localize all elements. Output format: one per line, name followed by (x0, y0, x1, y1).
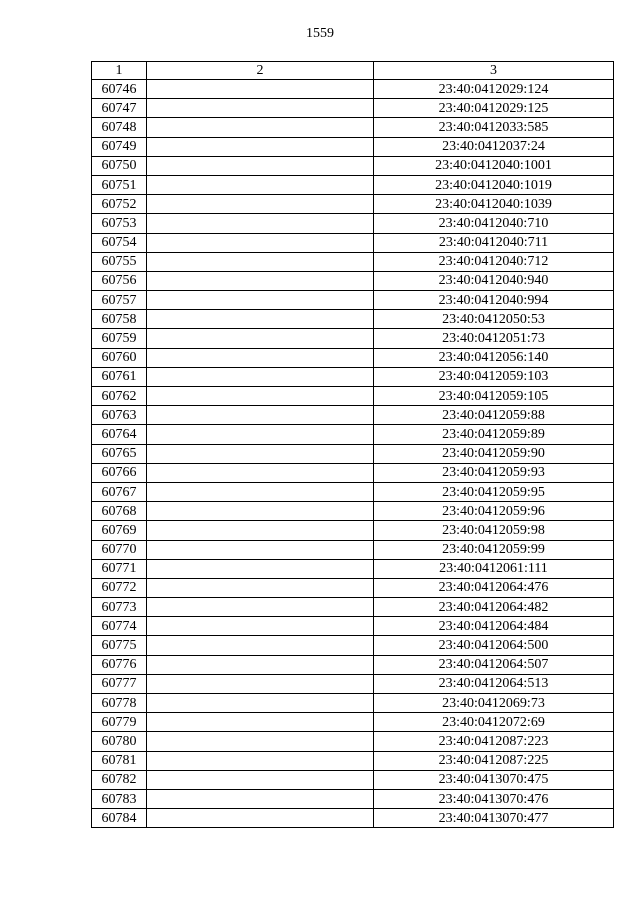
cadastral-number-cell: 23:40:0413070:476 (374, 789, 614, 808)
row-number-cell: 60784 (92, 809, 147, 828)
description-cell (147, 521, 374, 540)
row-number-cell: 60750 (92, 156, 147, 175)
description-cell (147, 482, 374, 501)
page-number: 1559 (306, 26, 334, 41)
description-cell (147, 463, 374, 482)
row-number-cell: 60772 (92, 578, 147, 597)
cadastral-number-cell: 23:40:0412040:1019 (374, 175, 614, 194)
description-cell (147, 578, 374, 597)
cadastral-number-cell: 23:40:0412059:103 (374, 367, 614, 386)
row-number-cell: 60757 (92, 291, 147, 310)
cadastral-number-cell: 23:40:0412059:98 (374, 521, 614, 540)
row-number-cell: 60775 (92, 636, 147, 655)
cadastral-number-cell: 23:40:0412040:940 (374, 271, 614, 290)
row-number-cell: 60751 (92, 175, 147, 194)
cadastral-number-cell: 23:40:0412072:69 (374, 713, 614, 732)
column-header-2: 2 (147, 62, 374, 80)
column-header-1: 1 (92, 62, 147, 80)
row-number-cell: 60781 (92, 751, 147, 770)
description-cell (147, 732, 374, 751)
table-row (92, 694, 614, 713)
cadastral-number-cell: 23:40:0412064:500 (374, 636, 614, 655)
table-row (92, 406, 614, 425)
cadastral-number-cell: 23:40:0412029:125 (374, 99, 614, 118)
table-row (92, 137, 614, 156)
row-number-cell: 60776 (92, 655, 147, 674)
table-row (92, 751, 614, 770)
description-cell (147, 175, 374, 194)
description-cell (147, 329, 374, 348)
table-row (92, 214, 614, 233)
row-number-cell: 60747 (92, 99, 147, 118)
description-cell (147, 559, 374, 578)
description-cell (147, 674, 374, 693)
column-header-3: 3 (374, 62, 614, 80)
table-row (92, 348, 614, 367)
table-row (92, 732, 614, 751)
cadastral-number-cell: 23:40:0412059:89 (374, 425, 614, 444)
description-cell (147, 252, 374, 271)
description-cell (147, 809, 374, 828)
table-row (92, 310, 614, 329)
table-row (92, 291, 614, 310)
cadastral-number-cell: 23:40:0412059:88 (374, 406, 614, 425)
row-number-cell: 60752 (92, 195, 147, 214)
table-row (92, 367, 614, 386)
table-row (92, 156, 614, 175)
row-number-cell: 60783 (92, 789, 147, 808)
description-cell (147, 214, 374, 233)
cadastral-number-cell: 23:40:0412040:1001 (374, 156, 614, 175)
description-cell (147, 291, 374, 310)
row-number-cell: 60768 (92, 502, 147, 521)
cadastral-number-cell: 23:40:0412033:585 (374, 118, 614, 137)
row-number-cell: 60749 (92, 137, 147, 156)
cadastral-number-cell: 23:40:0412064:476 (374, 578, 614, 597)
description-cell (147, 367, 374, 386)
table-row (92, 809, 614, 828)
table-row (92, 271, 614, 290)
cadastral-number-cell: 23:40:0412061:111 (374, 559, 614, 578)
cadastral-number-cell: 23:40:0412059:95 (374, 482, 614, 501)
row-number-cell: 60754 (92, 233, 147, 252)
row-number-cell: 60755 (92, 252, 147, 271)
row-number-cell: 60770 (92, 540, 147, 559)
table-row (92, 482, 614, 501)
description-cell (147, 751, 374, 770)
table-row (92, 713, 614, 732)
cadastral-number-cell: 23:40:0412040:1039 (374, 195, 614, 214)
description-cell (147, 540, 374, 559)
cadastral-number-cell: 23:40:0412087:225 (374, 751, 614, 770)
table-row (92, 655, 614, 674)
description-cell (147, 310, 374, 329)
table-row (92, 80, 614, 99)
description-cell (147, 348, 374, 367)
table-row (92, 444, 614, 463)
description-cell (147, 425, 374, 444)
table-row (92, 175, 614, 194)
row-number-cell: 60779 (92, 713, 147, 732)
cadastral-number-cell: 23:40:0412064:513 (374, 674, 614, 693)
registry-table (91, 61, 614, 828)
table-row (92, 674, 614, 693)
cadastral-number-cell: 23:40:0412059:93 (374, 463, 614, 482)
description-cell (147, 406, 374, 425)
cadastral-number-cell: 23:40:0412040:712 (374, 252, 614, 271)
table-row (92, 425, 614, 444)
row-number-cell: 60773 (92, 598, 147, 617)
table-row (92, 540, 614, 559)
table-row (92, 789, 614, 808)
cadastral-number-cell: 23:40:0412064:482 (374, 598, 614, 617)
description-cell (147, 233, 374, 252)
table-row (92, 118, 614, 137)
row-number-cell: 60764 (92, 425, 147, 444)
row-number-cell: 60762 (92, 387, 147, 406)
row-number-cell: 60780 (92, 732, 147, 751)
table-row (92, 617, 614, 636)
table-row (92, 578, 614, 597)
description-cell (147, 156, 374, 175)
description-cell (147, 770, 374, 789)
cadastral-number-cell: 23:40:0412059:90 (374, 444, 614, 463)
description-cell (147, 387, 374, 406)
cadastral-number-cell: 23:40:0412059:96 (374, 502, 614, 521)
table-row (92, 598, 614, 617)
row-number-cell: 60748 (92, 118, 147, 137)
description-cell (147, 617, 374, 636)
row-number-cell: 60777 (92, 674, 147, 693)
row-number-cell: 60758 (92, 310, 147, 329)
cadastral-number-cell: 23:40:0412040:710 (374, 214, 614, 233)
table-row (92, 233, 614, 252)
row-number-cell: 60746 (92, 80, 147, 99)
description-cell (147, 713, 374, 732)
row-number-cell: 60753 (92, 214, 147, 233)
cadastral-number-cell: 23:40:0412064:507 (374, 655, 614, 674)
description-cell (147, 636, 374, 655)
row-number-cell: 60769 (92, 521, 147, 540)
cadastral-number-cell: 23:40:0412037:24 (374, 137, 614, 156)
description-cell (147, 195, 374, 214)
description-cell (147, 137, 374, 156)
description-cell (147, 655, 374, 674)
cadastral-number-cell: 23:40:0413070:477 (374, 809, 614, 828)
cadastral-number-cell: 23:40:0412064:484 (374, 617, 614, 636)
cadastral-number-cell: 23:40:0412029:124 (374, 80, 614, 99)
row-number-cell: 60767 (92, 482, 147, 501)
table-row (92, 770, 614, 789)
row-number-cell: 60766 (92, 463, 147, 482)
table-body (92, 80, 614, 828)
table-row (92, 99, 614, 118)
row-number-cell: 60782 (92, 770, 147, 789)
description-cell (147, 789, 374, 808)
description-cell (147, 598, 374, 617)
cadastral-number-cell: 23:40:0413070:475 (374, 770, 614, 789)
row-number-cell: 60763 (92, 406, 147, 425)
cadastral-number-cell: 23:40:0412040:994 (374, 291, 614, 310)
row-number-cell: 60756 (92, 271, 147, 290)
description-cell (147, 80, 374, 99)
row-number-cell: 60774 (92, 617, 147, 636)
table-row (92, 195, 614, 214)
description-cell (147, 271, 374, 290)
cadastral-number-cell: 23:40:0412069:73 (374, 694, 614, 713)
table-header-row (92, 62, 614, 80)
table-row (92, 252, 614, 271)
row-number-cell: 60771 (92, 559, 147, 578)
cadastral-number-cell: 23:40:0412059:99 (374, 540, 614, 559)
row-number-cell: 60778 (92, 694, 147, 713)
table-row (92, 559, 614, 578)
cadastral-number-cell: 23:40:0412051:73 (374, 329, 614, 348)
description-cell (147, 118, 374, 137)
row-number-cell: 60760 (92, 348, 147, 367)
description-cell (147, 502, 374, 521)
description-cell (147, 99, 374, 118)
cadastral-number-cell: 23:40:0412050:53 (374, 310, 614, 329)
row-number-cell: 60765 (92, 444, 147, 463)
table-row (92, 463, 614, 482)
table-row (92, 502, 614, 521)
table-row (92, 387, 614, 406)
description-cell (147, 444, 374, 463)
description-cell (147, 694, 374, 713)
table-row (92, 636, 614, 655)
table-row (92, 521, 614, 540)
table-row (92, 329, 614, 348)
cadastral-number-cell: 23:40:0412087:223 (374, 732, 614, 751)
cadastral-number-cell: 23:40:0412056:140 (374, 348, 614, 367)
row-number-cell: 60761 (92, 367, 147, 386)
cadastral-number-cell: 23:40:0412040:711 (374, 233, 614, 252)
row-number-cell: 60759 (92, 329, 147, 348)
cadastral-number-cell: 23:40:0412059:105 (374, 387, 614, 406)
